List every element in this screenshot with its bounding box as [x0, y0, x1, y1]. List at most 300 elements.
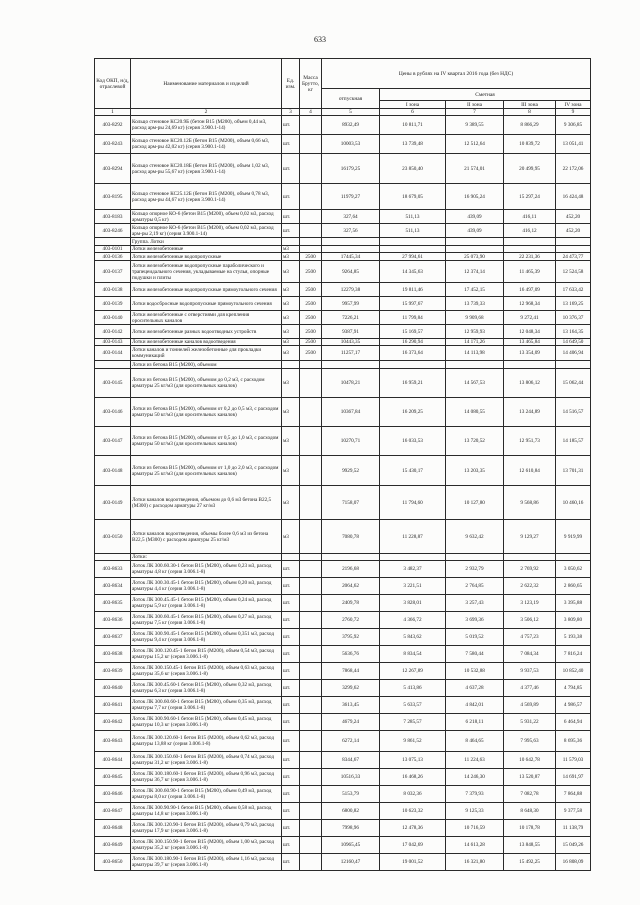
- zone-4-price-cell: 10 460,16: [556, 486, 591, 520]
- column-number: 1: [95, 109, 131, 116]
- mass-cell: [300, 731, 322, 752]
- release-price-cell: 12279,38: [322, 283, 380, 297]
- zone-2-price-cell: 9 125,33: [446, 803, 504, 820]
- code-cell: 403-0150: [95, 520, 131, 554]
- name-cell: Лотки из бетона В15 (М200), объемом от 1,0 до 2,0 м3, с расходом арматуры 25 кг/м3 (для оросительных каналов): [131, 456, 282, 486]
- unit-cell: шт.: [282, 184, 300, 210]
- table-body: [95, 116, 591, 871]
- code-cell: 403-0140: [95, 311, 131, 325]
- unit-cell: м3: [282, 369, 300, 398]
- release-price-cell: 3795,92: [322, 629, 380, 646]
- code-cell: [95, 361, 131, 369]
- name-cell: Лоток ЛК 300.120.60-1 бетон В15 (М200), объем 0,62 м3, расход арматуры 13,88 кг (серия 3.006.1-8): [131, 731, 282, 752]
- release-price-cell: 7226,21: [322, 311, 380, 325]
- table-row: [95, 752, 591, 769]
- empty-cell: [380, 554, 446, 561]
- release-price-cell: 7868,44: [322, 663, 380, 680]
- zone-1-price-cell: 8 032,36: [380, 786, 446, 803]
- unit-cell: шт.: [282, 769, 300, 786]
- release-price-cell: [322, 246, 380, 253]
- zone-4-header: IV зона: [556, 101, 591, 109]
- unit-column-header: Ед. изм.: [282, 59, 300, 109]
- name-cell: Лотки железобетонные водопропускные прямоугольного сечения: [131, 283, 282, 297]
- release-price-cell: 2196,68: [322, 561, 380, 578]
- zone-3-price-cell: 10 839,72: [504, 135, 556, 154]
- code-cell: 403-0149: [95, 486, 131, 520]
- zone-1-price-cell: 16 290,94: [380, 339, 446, 346]
- zone-1-price-cell: [380, 246, 446, 253]
- unit-cell: шт.: [282, 820, 300, 837]
- zone-1-price-cell: 5 633,57: [380, 697, 446, 714]
- zone-2-price-cell: 11 224,63: [446, 752, 504, 769]
- unit-cell: шт.: [282, 135, 300, 154]
- zone-2-price-cell: 10 127,80: [446, 486, 504, 520]
- name-cell: Лоток ЛК 300.60.90-1 бетон В15 (М200), объем 0,49 м3, расход арматуры 8,0 кг (серия 3.006.1-8): [131, 786, 282, 803]
- unit-cell: шт.: [282, 786, 300, 803]
- zone-4-price-cell: 3 050,62: [556, 561, 591, 578]
- zone-1-price-cell: 17 042,69: [380, 837, 446, 854]
- mass-cell: 2500: [300, 297, 322, 311]
- zone-1-price-cell: 15 169,57: [380, 325, 446, 339]
- column-number: 4: [300, 109, 322, 116]
- release-price-cell: 10003,53: [322, 135, 380, 154]
- column-number: 5: [322, 109, 380, 116]
- zone-2-header: II зона: [446, 101, 504, 109]
- code-cell: 403-8633: [95, 561, 131, 578]
- zone-3-price-cell: 12 610,84: [504, 456, 556, 486]
- table-row: [95, 486, 591, 520]
- release-price-cell: 8932,49: [322, 116, 380, 135]
- empty-cell: [446, 238, 504, 246]
- zone-4-price-cell: 14 406,94: [556, 346, 591, 361]
- name-cell: Лотки железобетонные: [131, 246, 282, 253]
- zone-3-price-cell: 2 769,92: [504, 561, 556, 578]
- release-price-cell: 11979,27: [322, 184, 380, 210]
- code-cell: 403-8637: [95, 629, 131, 646]
- zone-4-price-cell: 7 816,24: [556, 646, 591, 663]
- unit-cell: м3: [282, 311, 300, 325]
- code-cell: 403-8645: [95, 769, 131, 786]
- unit-cell: м3: [282, 261, 300, 283]
- mass-cell: 2500: [300, 339, 322, 346]
- name-cell: Лоток ЛК 300.45.60-1 бетон В15 (М200), объем 0,32 м3, расход арматуры 6,3 кг (серия 3.006.1-8): [131, 680, 282, 697]
- mass-column-header: Масса Брутто, кг: [300, 59, 322, 109]
- table-row: [95, 731, 591, 752]
- mass-cell: [300, 697, 322, 714]
- empty-cell: [300, 554, 322, 561]
- zone-2-price-cell: 14 113,98: [446, 346, 504, 361]
- zone-2-price-cell: 7 379,93: [446, 786, 504, 803]
- zone-2-price-cell: 25 073,90: [446, 253, 504, 261]
- zone-2-price-cell: 9 632,42: [446, 520, 504, 554]
- zone-3-price-cell: 10 178,78: [504, 820, 556, 837]
- name-cell: Лоток ЛК 300.180.90-1 бетон В15 (М200), объем 1,16 м3, расход арматуры 39,7 кг (серия 3.006.1-8): [131, 854, 282, 871]
- mass-cell: [300, 154, 322, 184]
- mass-cell: [300, 803, 322, 820]
- mass-cell: [300, 456, 322, 486]
- table-row: [95, 697, 591, 714]
- release-price-cell: 9387,91: [322, 325, 380, 339]
- code-cell: 403-8642: [95, 714, 131, 731]
- zone-1-price-cell: 5 413,86: [380, 680, 446, 697]
- group-heading: Лотки:: [131, 554, 282, 561]
- zone-1-price-cell: 13 739,48: [380, 135, 446, 154]
- zone-2-price-cell: 14 080,55: [446, 398, 504, 427]
- zone-3-price-cell: 11 465,39: [504, 261, 556, 283]
- zone-1-price-cell: 16 468,26: [380, 769, 446, 786]
- zone-4-price-cell: 13 701,31: [556, 456, 591, 486]
- code-cell: 403-0144: [95, 346, 131, 361]
- table-row: [95, 427, 591, 456]
- zone-2-price-cell: 2 764,85: [446, 578, 504, 595]
- zone-4-price-cell: 14 649,50: [556, 339, 591, 346]
- mass-cell: [300, 369, 322, 398]
- mass-cell: 2500: [300, 311, 322, 325]
- mass-cell: [300, 561, 322, 578]
- code-cell: 403-8646: [95, 786, 131, 803]
- table-row: [95, 346, 591, 361]
- release-price-cell: 7158,07: [322, 486, 380, 520]
- zone-2-price-cell: 10 716,59: [446, 820, 504, 837]
- name-cell: Лотки железобетонные водопропускные параболического и трапецеидального сечения, укладываемые на стулья, опорные подушки и плиты: [131, 261, 282, 283]
- zone-3-price-cell: 3 506,12: [504, 612, 556, 629]
- zone-3-price-cell: 5 931,22: [504, 714, 556, 731]
- name-cell: Лоток ЛК 300.120.45-1 бетон В15 (М200), объем 0,54 м3, расход арматуры 15,2 кг (серия 3.006.1-8): [131, 646, 282, 663]
- name-cell: Лоток ЛК 300.60.45-1 бетон В15 (М200), объем 0,27 м3, расход арматуры 7,5 кг (серия 3.006.1-8): [131, 612, 282, 629]
- mass-cell: 2500: [300, 253, 322, 261]
- zone-1-price-cell: 16 373,64: [380, 346, 446, 361]
- zone-2-price-cell: 439,09: [446, 210, 504, 224]
- table-row: [95, 297, 591, 311]
- name-cell: Лотки железобетонные с отверстиями для крепления оросительных каналов: [131, 311, 282, 325]
- column-number: 3: [282, 109, 300, 116]
- zone-4-price-cell: 9 377,58: [556, 803, 591, 820]
- table-row: [95, 561, 591, 578]
- column-number: 6: [380, 109, 446, 116]
- code-cell: [95, 238, 131, 246]
- zone-4-price-cell: 12 524,58: [556, 261, 591, 283]
- zone-2-price-cell: 14 171,26: [446, 339, 504, 346]
- unit-cell: шт.: [282, 116, 300, 135]
- table-row: [95, 261, 591, 283]
- release-price-cell: 8344,67: [322, 752, 380, 769]
- name-cell: Лоток ЛК 300.180.60-1 бетон В15 (М200), объем 0,96 м3, расход арматуры 36,7 кг (серия 3.006.1-8): [131, 769, 282, 786]
- mass-cell: [300, 786, 322, 803]
- zone-1-price-cell: 3 221,51: [380, 578, 446, 595]
- unit-cell: шт.: [282, 646, 300, 663]
- table-row: [95, 369, 591, 398]
- zone-3-price-cell: 22 231,36: [504, 253, 556, 261]
- release-price-cell: 10965,45: [322, 837, 380, 854]
- unit-cell: м3: [282, 346, 300, 361]
- name-cell: Кольцо стеновое КС20.9Б (бетон В15 (М200), объем 0,44 м3, расход арм-ры 24,69 кг) (серия 3.900.1-14): [131, 116, 282, 135]
- unit-cell: м3: [282, 283, 300, 297]
- zone-2-price-cell: 12 374,14: [446, 261, 504, 283]
- code-cell: 403-8641: [95, 697, 131, 714]
- unit-cell: шт.: [282, 629, 300, 646]
- zone-4-price-cell: 22 172,06: [556, 154, 591, 184]
- zone-2-price-cell: 13 739,33: [446, 297, 504, 311]
- empty-cell: [504, 554, 556, 561]
- zone-3-price-cell: 12 048,34: [504, 325, 556, 339]
- name-cell: Лоток ЛК 300.150.90-1 бетон В15 (М200), объем 1,00 м3, расход арматуры 35,2 кг (серия 3.006.1-8): [131, 837, 282, 854]
- zone-4-price-cell: 13 051,41: [556, 135, 591, 154]
- release-price-cell: 6272,14: [322, 731, 380, 752]
- zone-4-price-cell: 14 691,97: [556, 769, 591, 786]
- zone-2-price-cell: 13 203,35: [446, 456, 504, 486]
- code-cell: 403-0146: [95, 398, 131, 427]
- mass-cell: [300, 680, 322, 697]
- mass-cell: [300, 116, 322, 135]
- unit-cell: м3: [282, 339, 300, 346]
- release-price-cell: 6800,82: [322, 803, 380, 820]
- zone-1-price-cell: 511,13: [380, 224, 446, 238]
- mass-cell: [300, 427, 322, 456]
- unit-cell: шт.: [282, 561, 300, 578]
- unit-cell: м3: [282, 486, 300, 520]
- zone-3-price-cell: 9 272,41: [504, 311, 556, 325]
- unit-cell: шт.: [282, 837, 300, 854]
- release-price-cell: 7998,96: [322, 820, 380, 837]
- zone-3-price-cell: 13 520,87: [504, 769, 556, 786]
- name-cell: Кольцо стеновое КС25.12Б (бетон В15 (М200), объем 0,78 м3, расход арм-ры 44,67 кг) (серия 3.900.1-14): [131, 184, 282, 210]
- zone-4-price-cell: 7 864,88: [556, 786, 591, 803]
- mass-cell: [300, 135, 322, 154]
- empty-cell: [300, 238, 322, 246]
- unit-cell: м3: [282, 398, 300, 427]
- code-cell: 403-8650: [95, 854, 131, 871]
- zone-3-price-cell: 8 648,30: [504, 803, 556, 820]
- group-heading: Лотки из бетона В15 (М200), объемом: [131, 361, 282, 369]
- zone-2-price-cell: 14 613,28: [446, 837, 504, 854]
- code-cell: 403-0145: [95, 369, 131, 398]
- table-row: [95, 769, 591, 786]
- zone-3-price-cell: 13 806,12: [504, 369, 556, 398]
- name-cell: Лоток ЛК 300.60.60-1 бетон В15 (М200), объем 0,35 м3, расход арматуры 7,7 кг (серия 3.006.1-8): [131, 697, 282, 714]
- release-price-cell: 9929,52: [322, 456, 380, 486]
- zone-4-price-cell: 3 809,80: [556, 612, 591, 629]
- table-row: [95, 714, 591, 731]
- release-price-cell: 5636,76: [322, 646, 380, 663]
- name-cell: Кольцо опорное КО-6 (бетон В15 (М200), объем 0,02 м3, расход арм-ры 2,19 кг) (серия 3.900.1-14): [131, 224, 282, 238]
- unit-cell: шт.: [282, 752, 300, 769]
- zone-2-price-cell: 7 580,44: [446, 646, 504, 663]
- unit-cell: м3: [282, 520, 300, 554]
- zone-2-price-cell: 2 932,79: [446, 561, 504, 578]
- table-row: [95, 253, 591, 261]
- zone-3-price-cell: 4 757,23: [504, 629, 556, 646]
- code-cell: 403-0143: [95, 339, 131, 346]
- mass-cell: [300, 246, 322, 253]
- name-cell: Лотки каналов водоотведения, объемом до 0,6 м3 бетона В22,5 (М300) с расходом арматуры 27 кг/м3: [131, 486, 282, 520]
- release-price-header: отпускная: [322, 89, 380, 109]
- zone-4-price-cell: 14 185,57: [556, 427, 591, 456]
- zone-4-price-cell: 5 193,38: [556, 629, 591, 646]
- mass-cell: 2500: [300, 325, 322, 339]
- zone-2-price-cell: 12 959,93: [446, 325, 504, 339]
- table-row: [95, 854, 591, 871]
- zone-1-price-cell: 13 075,13: [380, 752, 446, 769]
- zone-1-price-cell: 511,13: [380, 210, 446, 224]
- unit-cell: м3: [282, 253, 300, 261]
- unit-cell: м3: [282, 325, 300, 339]
- zone-3-price-cell: 4 569,89: [504, 697, 556, 714]
- empty-cell: [380, 238, 446, 246]
- code-cell: 403-8195: [95, 184, 131, 210]
- mass-cell: 2500: [300, 346, 322, 361]
- name-column-header: Наименование материалов и изделий: [131, 59, 282, 109]
- table-row: [95, 803, 591, 820]
- zone-1-price-cell: 27 994,61: [380, 253, 446, 261]
- mass-cell: [300, 663, 322, 680]
- name-cell: Лотки из бетона В15 (М200), объемом от 0,2 до 0,5 м3, с расходом арматуры 50 кг/м3 (для оросительных каналов): [131, 398, 282, 427]
- zone-3-price-cell: [504, 246, 556, 253]
- zone-3-price-cell: 13 244,89: [504, 398, 556, 427]
- group-heading-row: [95, 361, 591, 369]
- empty-cell: [322, 361, 380, 369]
- release-price-cell: 9957,99: [322, 297, 380, 311]
- zone-3-price-cell: 416,11: [504, 210, 556, 224]
- zone-4-price-cell: 10 376,37: [556, 311, 591, 325]
- table-row: [95, 398, 591, 427]
- zone-2-price-cell: 16 905,24: [446, 184, 504, 210]
- name-cell: Лоток ЛК 300.150.60-1 бетон В15 (М200), объем 0,74 м3, расход арматуры 31,2 кг (серия 3.006.1-8): [131, 752, 282, 769]
- zone-4-price-cell: 15 049,26: [556, 837, 591, 854]
- zone-1-price-cell: 14 345,63: [380, 261, 446, 283]
- empty-cell: [556, 361, 591, 369]
- unit-cell: м3: [282, 246, 300, 253]
- zone-2-price-cell: [446, 246, 504, 253]
- mass-cell: [300, 520, 322, 554]
- unit-cell: шт.: [282, 731, 300, 752]
- zone-2-price-cell: 14 246,30: [446, 769, 504, 786]
- release-price-cell: 3613,45: [322, 697, 380, 714]
- zone-2-price-cell: 8 464,65: [446, 731, 504, 752]
- release-price-cell: 10478,21: [322, 369, 380, 398]
- release-price-cell: 10270,71: [322, 427, 380, 456]
- code-cell: 403-8649: [95, 837, 131, 854]
- zone-4-price-cell: 9 919,99: [556, 520, 591, 554]
- zone-1-price-cell: 10 811,71: [380, 116, 446, 135]
- zone-3-price-cell: 15 492,25: [504, 854, 556, 871]
- zone-1-price-cell: 16 033,53: [380, 427, 446, 456]
- zone-3-price-cell: 16 497,09: [504, 283, 556, 297]
- zone-3-price-cell: 7 082,78: [504, 786, 556, 803]
- zone-3-price-cell: 20 499,95: [504, 154, 556, 184]
- code-cell: 403-8636: [95, 612, 131, 629]
- table-row: [95, 283, 591, 297]
- release-price-cell: 10367,84: [322, 398, 380, 427]
- code-cell: 403-8639: [95, 663, 131, 680]
- zone-2-price-cell: 9 909,68: [446, 311, 504, 325]
- release-price-cell: 327,64: [322, 210, 380, 224]
- column-number: 8: [504, 109, 556, 116]
- zone-3-price-cell: 8 866,29: [504, 116, 556, 135]
- table-row: [95, 629, 591, 646]
- mass-cell: 2500: [300, 261, 322, 283]
- zone-4-price-cell: 10 852,40: [556, 663, 591, 680]
- name-cell: Лотки железобетонные каналов водоотведения: [131, 339, 282, 346]
- release-price-cell: 7080,78: [322, 520, 380, 554]
- column-number: 7: [446, 109, 504, 116]
- zone-2-price-cell: 4 637,28: [446, 680, 504, 697]
- zone-4-price-cell: 6 464,94: [556, 714, 591, 731]
- release-price-cell: 5153,79: [322, 786, 380, 803]
- table-row: [95, 456, 591, 486]
- zone-1-price-cell: 4 366,72: [380, 612, 446, 629]
- empty-cell: [556, 238, 591, 246]
- mass-cell: 2500: [300, 283, 322, 297]
- mass-cell: [300, 184, 322, 210]
- zone-3-price-cell: 13 465,84: [504, 339, 556, 346]
- zone-2-price-cell: 10 532,88: [446, 663, 504, 680]
- code-cell: 403-8634: [95, 578, 131, 595]
- name-cell: Лотки железобетонные разных водоотводных устройств: [131, 325, 282, 339]
- table-row: [95, 116, 591, 135]
- name-cell: Лоток ЛК 300.90.90-1 бетон В15 (М200), объем 0,58 м3, расход арматуры 14,8 кг (серия 3.006.1-8): [131, 803, 282, 820]
- empty-cell: [322, 554, 380, 561]
- name-cell: Лоток ЛК 300.60.30-1 бетон В15 (М200), объем 0,23 м3, расход арматуры 4,8 кг (серия 3.006.1-8): [131, 561, 282, 578]
- zone-1-price-cell: 12 478,36: [380, 820, 446, 837]
- release-price-cell: 327,56: [322, 224, 380, 238]
- zone-4-price-cell: 15 062,44: [556, 369, 591, 398]
- release-price-cell: 2064,62: [322, 578, 380, 595]
- release-price-cell: 12160,47: [322, 854, 380, 871]
- code-cell: 403-8635: [95, 595, 131, 612]
- name-cell: Кольцо стеновое КС20.18Б (бетон В15 (М200), объем 1,02 м3, расход арм-ры 55,67 кг) (серия 3.900.1-14): [131, 154, 282, 184]
- mass-cell: [300, 612, 322, 629]
- zone-2-price-cell: 16 321,80: [446, 854, 504, 871]
- code-cell: 403-0147: [95, 427, 131, 456]
- zone-3-price-cell: 4 377,46: [504, 680, 556, 697]
- code-cell: 403-0138: [95, 283, 131, 297]
- empty-cell: [504, 238, 556, 246]
- table-row: [95, 325, 591, 339]
- unit-cell: шт.: [282, 663, 300, 680]
- table-row: [95, 820, 591, 837]
- code-cell: 403-8246: [95, 224, 131, 238]
- mass-cell: [300, 398, 322, 427]
- zone-2-price-cell: 17 452,15: [446, 283, 504, 297]
- release-price-cell: 9264,85: [322, 261, 380, 283]
- code-cell: 403-8292: [95, 116, 131, 135]
- zone-4-price-cell: 4 794,85: [556, 680, 591, 697]
- zone-1-price-cell: 7 285,57: [380, 714, 446, 731]
- zone-4-price-cell: 8 695,36: [556, 731, 591, 752]
- code-cell: 403-8638: [95, 646, 131, 663]
- empty-cell: [322, 238, 380, 246]
- code-cell: 403-0139: [95, 297, 131, 311]
- column-number: 9: [556, 109, 591, 116]
- name-cell: Лоток ЛК 300.45.45-1 бетон В15 (М200), объем 0,24 м3, расход арматуры 5,9 кг (серия 3.006.1-8): [131, 595, 282, 612]
- code-cell: 403-0137: [95, 261, 131, 283]
- unit-cell: шт.: [282, 578, 300, 595]
- table-row: [95, 646, 591, 663]
- table-row: [95, 612, 591, 629]
- mass-cell: [300, 820, 322, 837]
- release-price-cell: 4679,24: [322, 714, 380, 731]
- zone-4-price-cell: 452,20: [556, 210, 591, 224]
- unit-cell: шт.: [282, 854, 300, 871]
- mass-cell: [300, 714, 322, 731]
- mass-cell: [300, 210, 322, 224]
- mass-cell: [300, 854, 322, 871]
- zone-1-price-cell: 16 209,25: [380, 398, 446, 427]
- mass-cell: [300, 752, 322, 769]
- column-number-row: [95, 109, 591, 116]
- code-cell: 403-8644: [95, 752, 131, 769]
- table-row: [95, 520, 591, 554]
